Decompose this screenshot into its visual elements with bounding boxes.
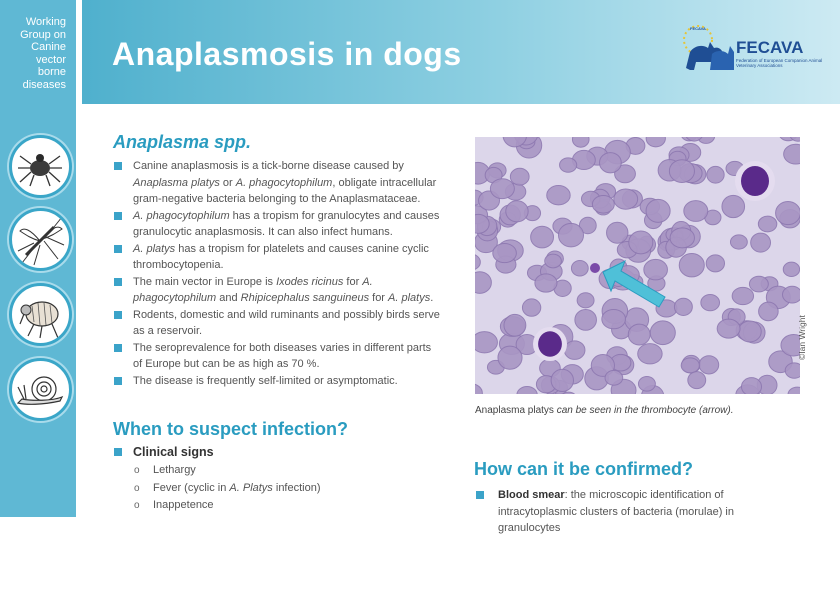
red-blood-cell bbox=[646, 137, 665, 147]
red-blood-cell bbox=[732, 287, 753, 304]
list-item bbox=[113, 241, 443, 274]
red-blood-cell bbox=[545, 254, 562, 268]
sidebar bbox=[0, 0, 76, 517]
red-blood-cell bbox=[701, 295, 720, 311]
clinical-signs bbox=[113, 445, 321, 515]
red-blood-cell bbox=[558, 223, 583, 247]
red-blood-cell bbox=[684, 201, 708, 222]
red-blood-cell bbox=[575, 310, 597, 331]
list-item bbox=[113, 208, 443, 241]
confirm-item bbox=[475, 487, 795, 537]
red-blood-cell bbox=[572, 137, 589, 147]
text-run: Anaplasma platys bbox=[133, 176, 220, 189]
text-run: infection) bbox=[272, 481, 321, 494]
clinical-signs-label: Clinical signs bbox=[113, 445, 321, 459]
red-blood-cell bbox=[498, 346, 522, 369]
text-run: for bbox=[369, 292, 389, 304]
red-blood-cell bbox=[547, 186, 570, 205]
red-blood-cell bbox=[506, 201, 528, 222]
red-blood-cell bbox=[646, 199, 670, 222]
section-heading-suspect: When to suspect infection? bbox=[113, 419, 349, 439]
red-blood-cell bbox=[674, 298, 692, 315]
red-blood-cell bbox=[592, 196, 614, 214]
image-caption bbox=[475, 405, 733, 416]
red-blood-cell bbox=[531, 226, 554, 248]
red-blood-cell bbox=[475, 332, 497, 353]
red-blood-cell bbox=[758, 216, 776, 232]
anaplasma-bullet-list bbox=[113, 158, 443, 389]
red-blood-cell bbox=[699, 356, 719, 374]
list-item bbox=[113, 373, 443, 390]
red-blood-cell bbox=[722, 195, 745, 217]
text-run: , obligate intracellular gram-negative bacteria belonging to the Anaplasmataceae. bbox=[133, 176, 437, 205]
text-run: A. Platys bbox=[229, 481, 273, 494]
sidebar-title bbox=[0, 16, 66, 91]
text-run: Anaplasma platys bbox=[475, 405, 554, 416]
red-blood-cell bbox=[607, 222, 628, 243]
red-blood-cell bbox=[522, 299, 540, 316]
logo-name: FECAVA bbox=[736, 38, 804, 57]
red-blood-cell bbox=[730, 235, 747, 249]
red-blood-cell bbox=[741, 378, 761, 394]
red-blood-cell bbox=[638, 376, 655, 391]
red-blood-cell bbox=[510, 168, 529, 185]
text-run: for bbox=[343, 275, 363, 288]
red-blood-cell bbox=[782, 286, 800, 303]
red-blood-cell bbox=[577, 293, 594, 308]
text-run: Lethargy bbox=[153, 464, 196, 476]
mosquito-icon bbox=[9, 208, 72, 271]
text-run: Rhipicephalus sanguineus bbox=[240, 292, 370, 304]
logo-subtitle: Federation of European Companion Animal Veterinary Associations bbox=[736, 58, 823, 68]
red-blood-cell bbox=[670, 228, 694, 248]
red-blood-cell bbox=[614, 189, 638, 209]
red-blood-cell bbox=[669, 160, 694, 183]
section-heading-anaplasma: Anaplasma spp. bbox=[113, 132, 252, 152]
red-blood-cell bbox=[759, 302, 779, 321]
logo-badge-text: FECAVA bbox=[690, 26, 706, 31]
red-blood-cell bbox=[650, 321, 675, 345]
page-title: Anaplasmosis in dogs bbox=[112, 36, 462, 72]
photo-credit: ©Ian Wright bbox=[797, 315, 807, 360]
red-blood-cell bbox=[738, 321, 761, 342]
list-item bbox=[113, 158, 443, 208]
text-run: Fever (cyclic in bbox=[153, 481, 230, 494]
text-run: or bbox=[219, 176, 236, 189]
list-item bbox=[113, 274, 443, 307]
text-run: can be seen in the thrombocyte (arrow). bbox=[553, 405, 734, 416]
red-blood-cell bbox=[783, 262, 799, 276]
sidebar-title-line: diseases bbox=[22, 78, 66, 91]
red-blood-cell bbox=[681, 358, 699, 373]
red-blood-cell bbox=[599, 153, 621, 173]
red-blood-cell bbox=[688, 372, 706, 389]
red-blood-cell bbox=[605, 370, 623, 385]
blood-smear-micrograph bbox=[475, 137, 800, 394]
confirm-term: Blood smear bbox=[498, 489, 565, 501]
red-blood-cell bbox=[602, 309, 626, 328]
red-blood-cell bbox=[628, 324, 650, 345]
text-run: has a tropism for granulocytes and causes granulocytic anaplasmosis. It can also infect humans. bbox=[133, 209, 440, 238]
red-blood-cell bbox=[475, 272, 491, 294]
sidebar-title-line: Working bbox=[25, 16, 66, 28]
list-item bbox=[113, 340, 443, 373]
flea-icon bbox=[9, 283, 72, 346]
clinical-sign-item bbox=[113, 480, 321, 498]
text-run: Inappetence bbox=[153, 499, 214, 511]
blood-smear-image bbox=[475, 137, 800, 394]
text-run: Rodents, domestic and wild ruminants and possibly birds serve as a reservoir. bbox=[133, 308, 440, 337]
red-blood-cell bbox=[535, 274, 557, 292]
tick-icon bbox=[9, 135, 72, 198]
section-heading-confirm: How can it be confirmed? bbox=[474, 459, 694, 479]
leukocyte-upper-nucleus bbox=[741, 166, 769, 196]
header-banner bbox=[82, 0, 840, 104]
text-run: A. phagocytophilum bbox=[235, 176, 333, 189]
red-blood-cell bbox=[504, 314, 526, 336]
red-blood-cell bbox=[629, 231, 653, 254]
red-blood-cell bbox=[493, 243, 517, 262]
confirmation-list bbox=[475, 487, 795, 537]
snail-icon bbox=[9, 358, 72, 421]
red-blood-cell bbox=[788, 387, 800, 394]
red-blood-cell bbox=[776, 201, 800, 224]
leukocyte-lower-nucleus bbox=[538, 331, 562, 357]
text-run: The seroprevalence for both diseases varies in different parts of Europe but can be as high as 70 %. bbox=[133, 341, 432, 370]
red-blood-cell bbox=[475, 254, 480, 270]
text-run: A. platys bbox=[388, 292, 431, 304]
fecava-logo bbox=[680, 22, 830, 78]
confirm-text: : the microscopic identification of intracytoplasmic clusters of bacteria (morulae) in granulocytes bbox=[498, 489, 734, 534]
red-blood-cell bbox=[717, 319, 740, 338]
text-run: A. platys bbox=[133, 242, 176, 255]
sidebar-title-line: vector bbox=[36, 53, 66, 66]
red-blood-cell bbox=[571, 261, 588, 276]
red-blood-cell bbox=[749, 276, 768, 292]
red-blood-cell bbox=[707, 166, 724, 183]
red-blood-cell bbox=[490, 179, 514, 199]
text-run: The main vector in Europe is bbox=[133, 275, 277, 288]
text-run: A. phagocytophilum bbox=[133, 275, 373, 304]
sidebar-title-line: Group on bbox=[20, 28, 66, 41]
red-blood-cell bbox=[785, 363, 800, 378]
sidebar-title-line: Canine bbox=[31, 41, 66, 53]
red-blood-cell bbox=[560, 158, 577, 172]
sidebar-title-line: borne bbox=[37, 66, 66, 78]
clinical-sign-item bbox=[113, 497, 321, 515]
clinical-sign-item bbox=[113, 462, 321, 480]
text-run: A. phagocytophilum bbox=[133, 209, 230, 222]
red-blood-cell bbox=[644, 259, 668, 280]
red-blood-cell bbox=[564, 341, 585, 360]
clinical-signs-list bbox=[113, 462, 321, 515]
red-blood-cell bbox=[784, 144, 800, 164]
text-run: Ixodes ricinus bbox=[276, 275, 344, 288]
text-run: . bbox=[430, 292, 434, 304]
text-run: The disease is frequently self-limited or asymptomatic. bbox=[133, 374, 398, 387]
red-blood-cell bbox=[751, 233, 771, 252]
red-blood-cell bbox=[551, 369, 573, 391]
red-blood-cell bbox=[706, 255, 724, 272]
text-run: has a tropism for platelets and causes canine cyclic thrombocytopenia. bbox=[133, 242, 429, 271]
thrombocyte bbox=[590, 263, 600, 273]
red-blood-cell bbox=[679, 253, 704, 276]
list-item bbox=[113, 307, 443, 340]
text-run: Canine anaplasmosis is a tick-borne disease caused by bbox=[133, 160, 404, 172]
text-run: and bbox=[216, 292, 241, 304]
red-blood-cell bbox=[517, 387, 537, 394]
red-blood-cell bbox=[475, 384, 482, 394]
red-blood-cell bbox=[638, 344, 662, 364]
